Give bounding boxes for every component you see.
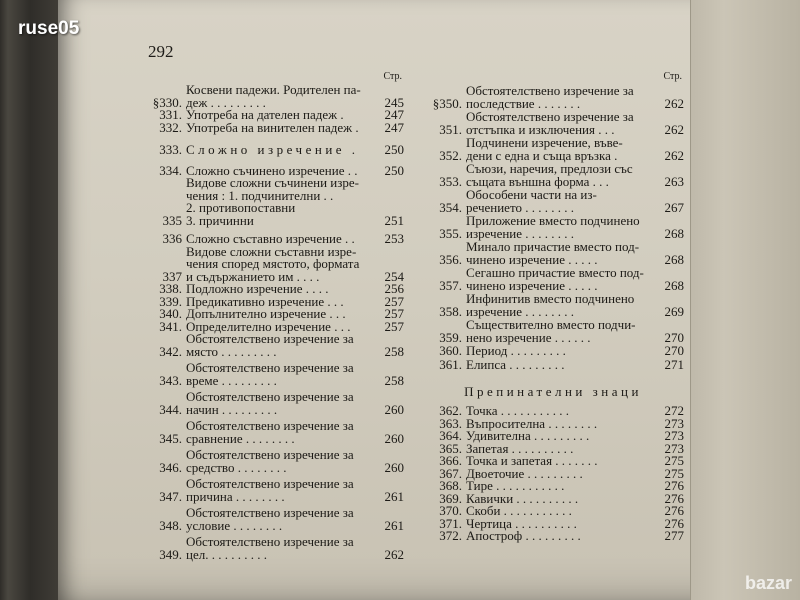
page-ref: 250 [384, 162, 404, 178]
section-number: 347. [159, 488, 182, 504]
toc-entry [422, 241, 684, 266]
section-title: Сложно съставно изречение . . [186, 231, 355, 246]
section-title: Чертица . . . . . . . . . . [466, 515, 577, 531]
section-number: §350. [432, 95, 462, 111]
page-ref: 263 [664, 173, 684, 189]
page-column-label: Стр. [663, 71, 682, 82]
section-number: 344. [159, 401, 182, 417]
section-title: Употреба на дателен падеж . [186, 107, 344, 122]
page-ref: 273 [664, 428, 684, 443]
page-ref: 247 [384, 107, 404, 122]
toc-right-column [422, 70, 684, 543]
toc-entry [142, 391, 404, 416]
page-ref: 257 [384, 318, 404, 334]
section-title: Обстоятелствено изречение за средство . . . . . . . . [186, 447, 354, 475]
section-number: 351. [439, 121, 462, 137]
section-title: Косвени падежи. Родителен па- деж . . . . . . . . . [186, 82, 361, 110]
section-number: 357. [439, 277, 462, 293]
page-column-label: Стр. [383, 71, 402, 82]
section-number: 367. [439, 465, 462, 481]
toc-entry [142, 536, 404, 561]
section-title: Апостроф . . . . . . . . . [466, 528, 581, 543]
page-ref: 247 [384, 119, 404, 135]
section-number: 333. [159, 142, 182, 157]
page-ref: 270 [664, 343, 684, 358]
section-title: Инфинитив вместо подчинено изречение . . . . . . . . [466, 291, 635, 319]
section-title: Кавички . . . . . . . . . . [466, 490, 579, 506]
page-ref: 251 [384, 212, 404, 228]
page-ref: 261 [384, 488, 404, 504]
page-ref: 271 [664, 356, 684, 372]
section-number: 359. [439, 329, 462, 345]
toc-entry [422, 267, 684, 292]
page-ref: 257 [384, 306, 404, 321]
toc-entry [422, 215, 684, 240]
section-number: 353. [439, 173, 462, 189]
section-title: Период . . . . . . . . . [466, 343, 566, 358]
section-number: 371. [439, 515, 462, 531]
page-ref: 275 [664, 453, 684, 468]
section-title: Обстоятелствено изречение за причина . . . . . . . . [186, 476, 354, 504]
toc-entry [142, 449, 404, 474]
section-number: 338. [159, 281, 182, 296]
section-number: 339. [159, 293, 182, 309]
page-ref: 273 [664, 415, 684, 431]
toc-entry [142, 119, 404, 135]
section-number: 343. [159, 372, 182, 388]
section-number: 362. [439, 403, 462, 418]
page-ref: 276 [664, 478, 684, 493]
section-number: 349. [159, 546, 182, 562]
page-ref: 256 [384, 281, 404, 296]
toc-left-column [142, 70, 404, 561]
toc-entry [422, 85, 684, 110]
section-title: Подчинени изречение, въве- дени с една и съща връзка . [466, 135, 623, 163]
section-number: 341. [159, 318, 182, 334]
section-title: Въпросителна . . . . . . . . [466, 415, 598, 431]
toc-entry [422, 345, 684, 358]
page-ref: 260 [384, 430, 404, 446]
page-ref: 268 [664, 251, 684, 267]
section-number: 366. [439, 453, 462, 468]
watermark-bottom: bazar [744, 573, 792, 593]
section-title: Обособени части на из- речението . . . . . . . . [466, 187, 597, 215]
page-ref: 269 [664, 303, 684, 319]
section-number: 352. [439, 147, 462, 163]
page-ref: 268 [664, 225, 684, 241]
toc-entry [142, 507, 404, 532]
toc-entry [142, 84, 404, 109]
toc-entry [422, 293, 684, 318]
page-ref: 270 [664, 329, 684, 345]
toc-entry [422, 319, 684, 344]
page-ref: 262 [664, 95, 684, 111]
section-title: Допълнително изречение . . . [186, 306, 346, 321]
page-ref: 267 [664, 199, 684, 215]
section-title: Определително изречение . . . [186, 318, 351, 334]
page-ref: 258 [384, 372, 404, 388]
page-ref: 262 [384, 546, 404, 562]
punctuation-entry-list [422, 405, 684, 543]
section-title: Обстоятелствено изречение за начин . . . . . . . . . [186, 389, 354, 417]
toc-entry [142, 333, 404, 358]
section-number: 335 [162, 212, 182, 228]
toc-entry [422, 163, 684, 188]
page-ref: 258 [384, 343, 404, 359]
section-title: Съществително вместо подчи- нено изречение . . . . . . [466, 317, 636, 345]
page-ref: 260 [384, 401, 404, 417]
section-number: 342. [159, 343, 182, 359]
page-ref: 262 [664, 121, 684, 137]
page-ref: 245 [384, 94, 404, 110]
page-ref: 276 [664, 503, 684, 518]
section-title: Съюзи, наречия, предлози със същата външна форма . . . [466, 161, 633, 189]
section-number: 346. [159, 459, 182, 475]
section-number: 368. [439, 478, 462, 493]
section-number: 355. [439, 225, 462, 241]
page-ref: 276 [664, 515, 684, 531]
section-title: Елипса . . . . . . . . . [466, 356, 565, 372]
page-ref: 272 [664, 403, 684, 418]
section-heading: Препинателни знаци [464, 384, 642, 399]
page-ref: 261 [384, 517, 404, 533]
toc-entry [422, 189, 684, 214]
toc-entry [422, 111, 684, 136]
page-ref: 276 [664, 490, 684, 506]
section-title: Сложно съчинено изречение . . [186, 162, 358, 178]
section-number: 365. [439, 440, 462, 456]
section-title: Предикативно изречение . . . [186, 293, 344, 309]
toc-entry [142, 478, 404, 503]
section-number: 337 [162, 268, 182, 284]
section-number: 334. [159, 162, 182, 178]
section-title: Скоби . . . . . . . . . . . [466, 503, 572, 518]
section-title: Обстоятелствено изречение за условие . . . . . . . . [186, 505, 354, 533]
section-title: Точка и запетая . . . . . . . [466, 453, 598, 468]
section-title: Обстоятелствено изречение за последствие . . . . . . . [466, 83, 634, 111]
page-number: 292 [148, 42, 174, 61]
toc-entry-list [422, 85, 684, 371]
section-title: Запетая . . . . . . . . . . [466, 440, 574, 456]
section-number: 340. [159, 306, 182, 321]
page-ref: 275 [664, 465, 684, 481]
section-title: Обстоятелствено изречение за цел. . . . . . . . . . [186, 534, 354, 562]
section-title: Минало причастие вместо под- чинено изречение . . . . . [466, 239, 640, 267]
section-title: Точка . . . . . . . . . . . [466, 403, 570, 418]
section-number: 369. [439, 490, 462, 506]
page-ref: 262 [664, 147, 684, 163]
section-title: Видове сложни съставни изре- чения според мястото, формата и съдържанието им . . . . [186, 243, 360, 284]
section-number: §330. [152, 94, 182, 110]
section-title: Тире . . . . . . . . . . . [466, 478, 565, 493]
page-ref: 273 [664, 440, 684, 456]
section-number: 354. [439, 199, 462, 215]
section-title: Обстоятелствено изречение за отстъпка и изключения . . . [466, 109, 634, 137]
toc-entry [142, 420, 404, 445]
page-ref: 277 [664, 528, 684, 543]
section-number: 364. [439, 428, 462, 443]
page-ref: 250 [384, 142, 404, 157]
section-title: Обстоятелствено изречение за време . . . . . . . . . [186, 360, 354, 388]
section-number: 356. [439, 251, 462, 267]
section-title: Подложно изречение . . . . [186, 281, 329, 296]
section-title: Удивителна . . . . . . . . . [466, 428, 590, 443]
section-title: Обстоятелствено изречение за място . . . . . . . . . [186, 331, 354, 359]
section-title: Сегашно причастие вместо под- чинено изречение . . . . . [466, 265, 644, 293]
page-ref: 253 [384, 231, 404, 246]
toc-entry [422, 530, 684, 543]
page-ref: 254 [384, 268, 404, 284]
section-number: 345. [159, 430, 182, 446]
section-number: 363. [439, 415, 462, 431]
section-title: Двоеточие . . . . . . . . . [466, 465, 583, 481]
section-title: Приложение вместо подчинено изречение . . . . . . . . [466, 213, 640, 241]
section-number: 372. [439, 528, 462, 543]
section-number: 358. [439, 303, 462, 319]
page-ref: 257 [384, 293, 404, 309]
page-ref: 268 [664, 277, 684, 293]
section-title: Обстоятелствено изречение за сравнение . . . . . . . . [186, 418, 354, 446]
toc-entry [142, 362, 404, 387]
section-number: 331. [159, 107, 182, 122]
section-number: 336 [162, 231, 182, 246]
toc-entry-list [142, 84, 404, 561]
toc-entry [422, 356, 684, 372]
section-title: Сложно изречение . [186, 142, 359, 157]
section-number: 332. [159, 119, 182, 135]
section-number: 370. [439, 503, 462, 518]
toc-entry [142, 177, 404, 227]
toc-entry [142, 243, 404, 284]
section-number: 348. [159, 517, 182, 533]
toc-entry [422, 137, 684, 162]
facing-page-edge [690, 0, 800, 600]
watermark-top: ruse05 [18, 18, 80, 39]
section-number: 361. [439, 356, 462, 372]
section-title: Видове сложни съчинени изре- чения : 1. подчинителни . . 2. противопоставни 3. причинни [186, 175, 359, 228]
page-ref: 260 [384, 459, 404, 475]
toc-entry [142, 144, 404, 157]
section-title: Употреба на винителен падеж . [186, 119, 359, 135]
section-number: 360. [439, 343, 462, 358]
